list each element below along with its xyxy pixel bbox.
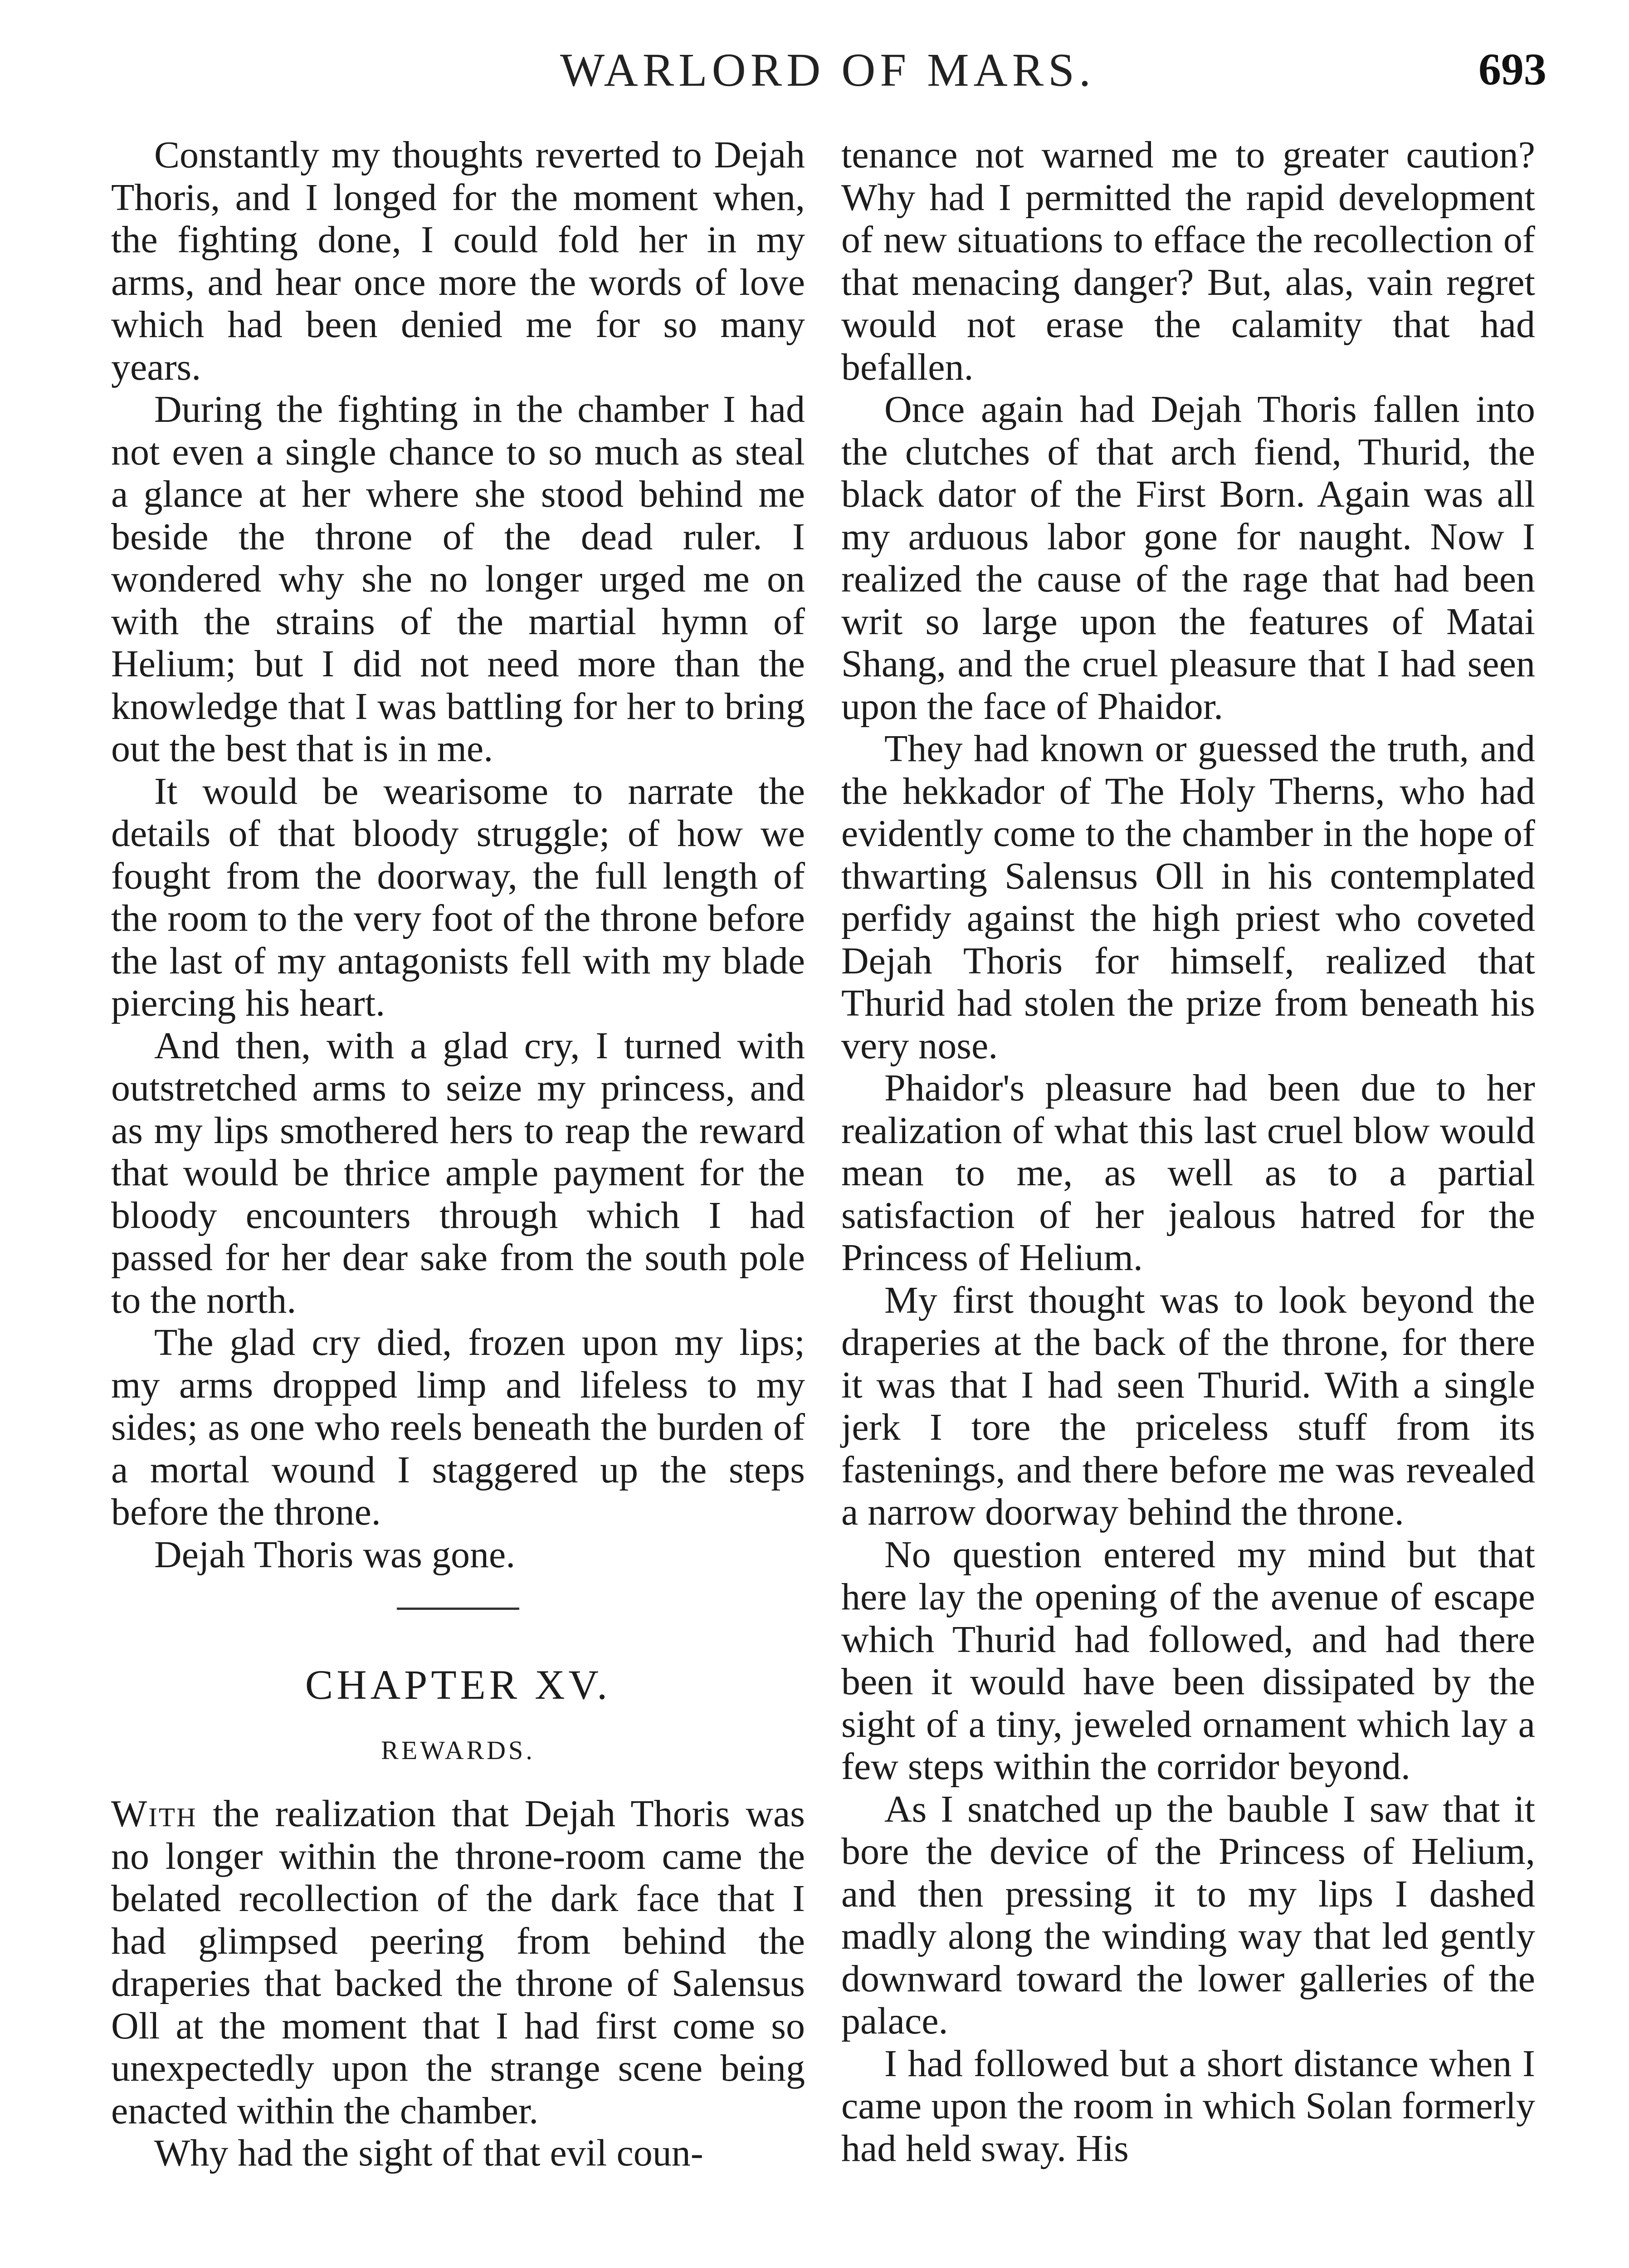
paragraph: They had known or guessed the truth, and the hekkador of The Holy Therns, who had evidently come to the chamber in the hope of thwarting Salensus Oll in his contemplated perfidy against the high priest who coveted Dejah Thoris for himself, realized that Thurid had stolen the prize from beneath his very nose.	[841, 728, 1535, 1067]
chapter-heading: CHAPTER XV.	[305, 1662, 611, 1708]
paragraph: And then, with a glad cry, I turned with outstretched arms to seize my princess, and as my lips smothered hers to reap the reward that would be thrice ample payment for the bloody encounters through which I had passed for her dear sake from the south pole to the north.	[111, 1024, 805, 1321]
paragraph: No question entered my mind but that here lay the opening of the avenue of escape which Thurid had followed, and had there been it would have been dissipated by the sight of a tiny, jeweled ornament which lay a few steps within the corridor beyond.	[841, 1533, 1535, 1788]
left-column	[111, 134, 805, 2175]
running-title: WARLORD OF MARS.	[560, 44, 1095, 96]
page-number: 693	[1478, 44, 1546, 94]
page-header	[109, 43, 1546, 102]
paragraph: Why had the sight of that evil coun-	[154, 2132, 703, 2174]
paragraph: Dejah Thoris was gone.	[154, 1533, 516, 1576]
paragraph: As I snatched up the bauble I saw that it bore the device of the Princess of Helium, and then pressing it to my lips I dashed madly along the winding way that led gently downward toward the lower galleries of the palace.	[841, 1788, 1535, 2042]
paragraph: Constantly my thoughts reverted to Dejah Thoris, and I longed for the moment when, the fighting done, I could fold her in my arms, and hear once more the words of love which had been denied me for so many years.	[111, 134, 805, 388]
paragraph: Once again had Dejah Thoris fallen into the clutches of that arch fiend, Thurid, the black dator of the First Born. Again was all my arduous labor gone for naught. Now I realized the cause of the rage that had been writ so large upon the features of Matai Shang, and the cruel pleasure that I had seen upon the face of Phaidor.	[841, 388, 1535, 728]
chapter-lead-word: With	[111, 1793, 197, 1835]
paragraph: During the fighting in the chamber I had not even a single chance to so much as steal a glance at her where she stood behind me beside the throne of the dead ruler. I wondered why she no longer urged me on with the strains of the martial hymn of Helium; but I did not need more than the knowledge that I was battling for her to bring out the best that is in me.	[111, 388, 805, 770]
paragraph: I had followed but a short distance when I came upon the room in which Solan formerly had held sway. His	[841, 2042, 1535, 2170]
paragraph: My first thought was to look beyond the draperies at the back of the throne, for there it was that I had seen Thurid. With a single jerk I tore the priceless stuff from its fastenings, and there before me was revealed a narrow doorway behind the throne.	[841, 1279, 1535, 1533]
paragraph: It would be wearisome to narrate the details of that bloody struggle; of how we fought from the doorway, the full length of the room to the very foot of the throne before the last of my antagonists fell with my blade piercing his heart.	[111, 770, 805, 1024]
paragraph-continued: tenance not warned me to greater caution? Why had I permitted the rapid development of new situations to efface the recollection of that menacing danger? But, alas, vain regret would not erase the calamity that had befallen.	[841, 134, 1535, 388]
right-column	[841, 134, 1535, 2170]
paragraph: The glad cry died, frozen upon my lips; my arms dropped limp and lifeless to my sides; as one who reels beneath the burden of a mortal wound I staggered up the steps before the throne.	[111, 1321, 805, 1533]
chapter-first-paragraph-text: the realization that Dejah Thoris was no longer within the throne-room came the belated recollection of the dark face that I had glimpsed peering from behind the draperies that backed the throne of Salensus Oll at the moment that I had first come so unexpectedly upon the strange scene being enacted within the chamber.	[111, 1793, 805, 2132]
section-divider	[397, 1608, 519, 1610]
chapter-first-paragraph	[111, 1793, 805, 2132]
paragraph: Phaidor's pleasure had been due to her realization of what this last cruel blow would mean to me, as well as to a partial satisfaction of her jealous hatred for the Princess of Helium.	[841, 1067, 1535, 1279]
chapter-subtitle: REWARDS.	[381, 1735, 535, 1765]
